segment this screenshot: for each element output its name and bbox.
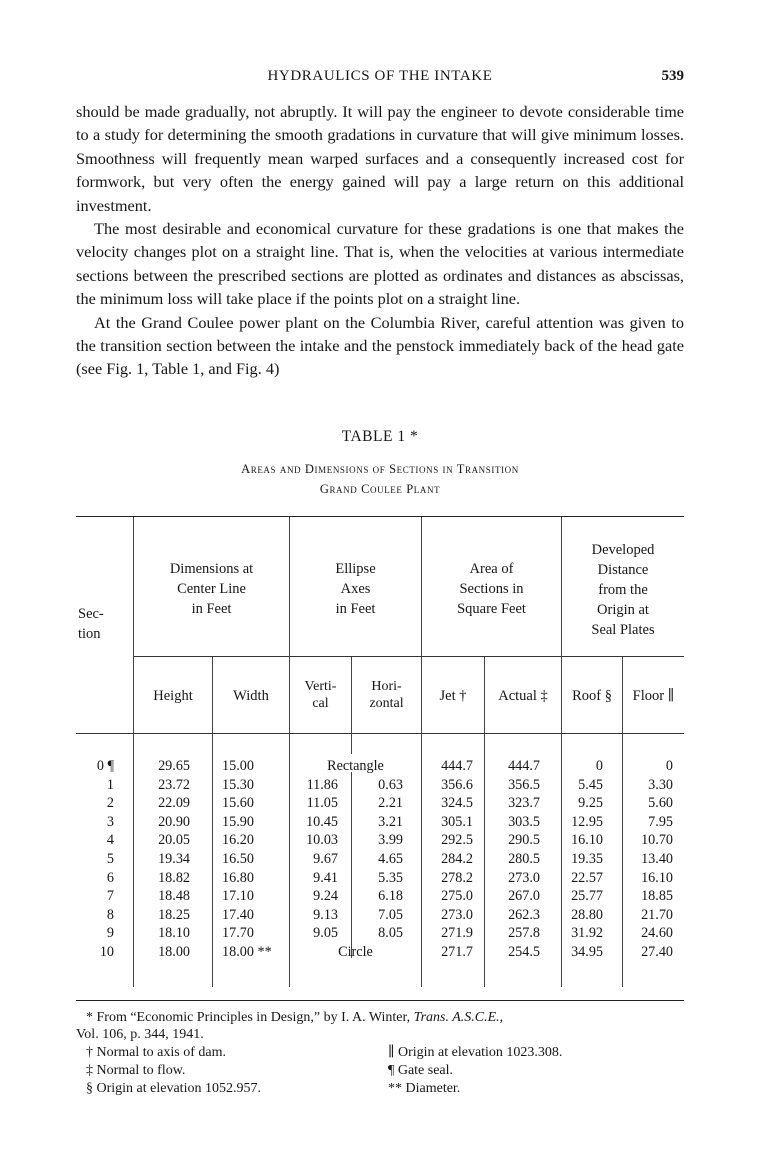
cell-width: 17.70	[222, 925, 254, 942]
header-dimensions: Dimensions at Center Line in Feet	[169, 561, 254, 617]
cell-width: 15.30	[222, 776, 254, 793]
cell-horizontal: 7.05	[378, 906, 403, 923]
cell-horizontal: 3.21	[378, 813, 403, 830]
paragraph-1: should be made gradually, not abruptly. It will pay the engineer to devote considerable time to a study for determining the smooth gradations in curvature that will give minimum losses. Smoothness will frequently mean warped surfaces and a consequently increased cost for formwork, but very often the energy gained will pay a large return on this additional investment.	[76, 102, 684, 215]
cell-actual: 273.0	[508, 869, 540, 886]
cell-horizontal: 4.65	[378, 851, 403, 867]
table-top-rule	[76, 516, 684, 517]
cell-actual: 323.7	[508, 795, 540, 812]
cell-roof: 0	[595, 758, 603, 774]
footnote-dagger: † Normal to axis of dam.	[86, 1045, 226, 1060]
cell-actual: 444.7	[508, 758, 540, 774]
cell-horizontal: 0.63	[378, 776, 403, 793]
cell-roof: 34.95	[571, 944, 603, 960]
cell-jet: 324.5	[441, 795, 473, 812]
cell-floor: 10.70	[641, 832, 673, 849]
cell-height: 20.90	[158, 813, 190, 830]
cell-width: 15.60	[222, 795, 254, 812]
page-number: 539	[661, 68, 684, 84]
cell-height: 22.09	[158, 795, 190, 812]
header-bottom-rule	[76, 733, 684, 734]
cell-vertical: 9.24	[313, 888, 338, 905]
header-developed-distance: Developed Distance from the Origin at Seal Plates	[591, 542, 655, 638]
cell-width: 15.00	[222, 758, 254, 774]
cell-horizontal: 3.99	[378, 832, 403, 849]
cell-roof: 5.45	[578, 776, 603, 793]
table-caption-plant: Grand Coulee Plant	[319, 482, 441, 496]
header-roof: Roof §	[572, 688, 612, 704]
cell-horizontal: 8.05	[378, 925, 403, 942]
paragraph-3: At the Grand Coulee power plant on the Columbia River, careful attention was given to the transition section between the intake and the penstock immediately back of the head gate (see Fig. 1, Table 1, and Fig. 4)	[76, 312, 684, 379]
header-height: Height	[153, 688, 193, 704]
paragraph-2: The most desirable and economical curvature for these gradations is one that makes the velocity changes plot on a straight line. That is, when the velocities at various intermediate sections between the prescribed sections are plotted as ordinates and distances as abscissas, the minimum loss will take place if the points plot on a straight line.	[76, 219, 684, 309]
cell-jet: 444.7	[441, 758, 473, 774]
cell-width: 17.10	[222, 888, 254, 905]
cell-height: 20.05	[158, 832, 190, 849]
column-divider	[212, 657, 213, 987]
cell-roof: 12.95	[571, 813, 603, 830]
cell-roof: 31.92	[571, 925, 603, 942]
cell-height: 18.25	[158, 906, 190, 923]
header-horizontal: Hori- zontal	[369, 679, 404, 711]
cell-floor: 13.40	[641, 851, 673, 867]
cell-horizontal: 5.35	[378, 869, 403, 886]
cell-ellipse-note: Circle	[338, 944, 373, 960]
cell-vertical: 9.41	[313, 869, 338, 886]
cell-actual: 290.5	[508, 832, 540, 849]
cell-jet: 284.2	[441, 851, 473, 867]
cell-ellipse-note: Rectangle	[327, 758, 384, 774]
cell-floor: 7.95	[648, 813, 673, 830]
cell-vertical: 11.05	[306, 795, 338, 812]
cell-section: 7	[106, 888, 114, 905]
cell-floor: 18.85	[641, 888, 673, 905]
cell-height: 18.48	[158, 888, 190, 905]
cell-roof: 16.10	[571, 832, 603, 849]
cell-jet: 278.2	[441, 869, 473, 886]
cell-actual: 303.5	[508, 813, 540, 830]
cell-vertical: 10.45	[306, 813, 338, 830]
cell-section: 10	[99, 944, 114, 960]
footnote-double-star: ** Diameter.	[388, 1081, 461, 1096]
cell-jet: 275.0	[441, 888, 473, 905]
cell-section: 0 ¶	[96, 758, 114, 774]
cell-horizontal: 6.18	[378, 888, 403, 905]
cell-vertical: 11.86	[306, 776, 338, 793]
cell-floor: 24.60	[641, 925, 673, 942]
cell-jet: 273.0	[441, 906, 473, 923]
header-section: Sec- tion	[78, 606, 104, 642]
cell-actual: 257.8	[508, 925, 540, 942]
cell-floor: 0	[665, 758, 673, 774]
cell-width: 16.50	[222, 851, 254, 867]
footnote-source: * From “Economic Principles in Design,” by I. A. Winter, Trans. A.S.C.E.,	[86, 1010, 504, 1025]
cell-section: 9	[106, 925, 114, 942]
body-text	[76, 100, 684, 381]
cell-height: 18.10	[158, 925, 190, 942]
cell-actual: 356.5	[508, 776, 540, 793]
header-floor: Floor ∥	[632, 688, 675, 704]
cell-height: 19.34	[158, 851, 190, 867]
table-caption: Areas and Dimensions of Sections in Transition	[241, 462, 519, 476]
cell-vertical: 9.67	[313, 851, 338, 867]
cell-jet: 292.5	[441, 832, 473, 849]
header-jet: Jet †	[439, 688, 467, 704]
cell-horizontal: 2.21	[378, 795, 403, 812]
cell-floor: 5.60	[648, 795, 673, 812]
header-ellipse-axes: Ellipse Axes in Feet	[335, 561, 376, 617]
cell-height: 18.82	[158, 869, 190, 886]
footnote-double-dagger: ‡ Normal to flow.	[86, 1063, 186, 1078]
cell-vertical: 9.05	[313, 925, 338, 942]
cell-section: 6	[106, 869, 114, 886]
cell-height: 23.72	[158, 776, 190, 793]
cell-section: 4	[106, 832, 114, 849]
cell-section: 5	[106, 851, 114, 867]
cell-roof: 28.80	[571, 906, 603, 923]
cell-actual: 280.5	[508, 851, 540, 867]
header-area: Area of Sections in Square Feet	[457, 561, 526, 617]
cell-section: 2	[106, 795, 114, 812]
cell-floor: 16.10	[641, 869, 673, 886]
header-divider	[133, 656, 684, 657]
cell-width: 16.80	[222, 869, 254, 886]
cell-floor: 21.70	[641, 906, 673, 923]
header-vertical: Verti- cal	[304, 679, 337, 711]
cell-jet: 271.9	[441, 925, 473, 942]
cell-section: 8	[106, 906, 114, 923]
cell-actual: 254.5	[508, 944, 540, 960]
cell-actual: 262.3	[508, 906, 540, 923]
cell-floor: 27.40	[641, 944, 673, 960]
footnote-pilcrow: ¶ Gate seal.	[388, 1063, 454, 1078]
cell-roof: 25.77	[571, 888, 603, 905]
cell-width: 15.90	[222, 813, 254, 830]
cell-height: 29.65	[158, 758, 190, 774]
cell-actual: 267.0	[508, 888, 540, 905]
cell-jet: 305.1	[441, 813, 473, 830]
footnote-source-volume: Vol. 106, p. 344, 1941.	[76, 1027, 204, 1042]
header-width: Width	[233, 688, 269, 704]
cell-height: 18.00	[158, 944, 190, 960]
cell-section: 1	[106, 776, 114, 793]
running-title: HYDRAULICS OF THE INTAKE	[267, 68, 493, 84]
cell-floor: 3.30	[648, 776, 673, 793]
cell-jet: 356.6	[441, 776, 473, 793]
cell-vertical: 10.03	[306, 832, 338, 849]
running-head	[76, 68, 684, 90]
cell-roof: 19.35	[571, 851, 603, 867]
table-bottom-rule	[76, 1000, 684, 1001]
cell-roof: 9.25	[578, 795, 603, 812]
cell-jet: 271.7	[441, 944, 473, 960]
header-actual: Actual ‡	[498, 688, 548, 704]
table-label: TABLE 1 *	[341, 428, 419, 445]
footnote-section-mark: § Origin at elevation 1052.957.	[86, 1081, 261, 1096]
cell-roof: 22.57	[571, 869, 603, 886]
cell-vertical: 9.13	[313, 906, 338, 923]
cell-width: 18.00 **	[222, 944, 272, 960]
cell-section: 3	[106, 813, 114, 830]
cell-width: 16.20	[222, 832, 254, 849]
cell-width: 17.40	[222, 906, 254, 923]
footnote-parallel: ∥ Origin at elevation 1023.308.	[388, 1045, 563, 1060]
